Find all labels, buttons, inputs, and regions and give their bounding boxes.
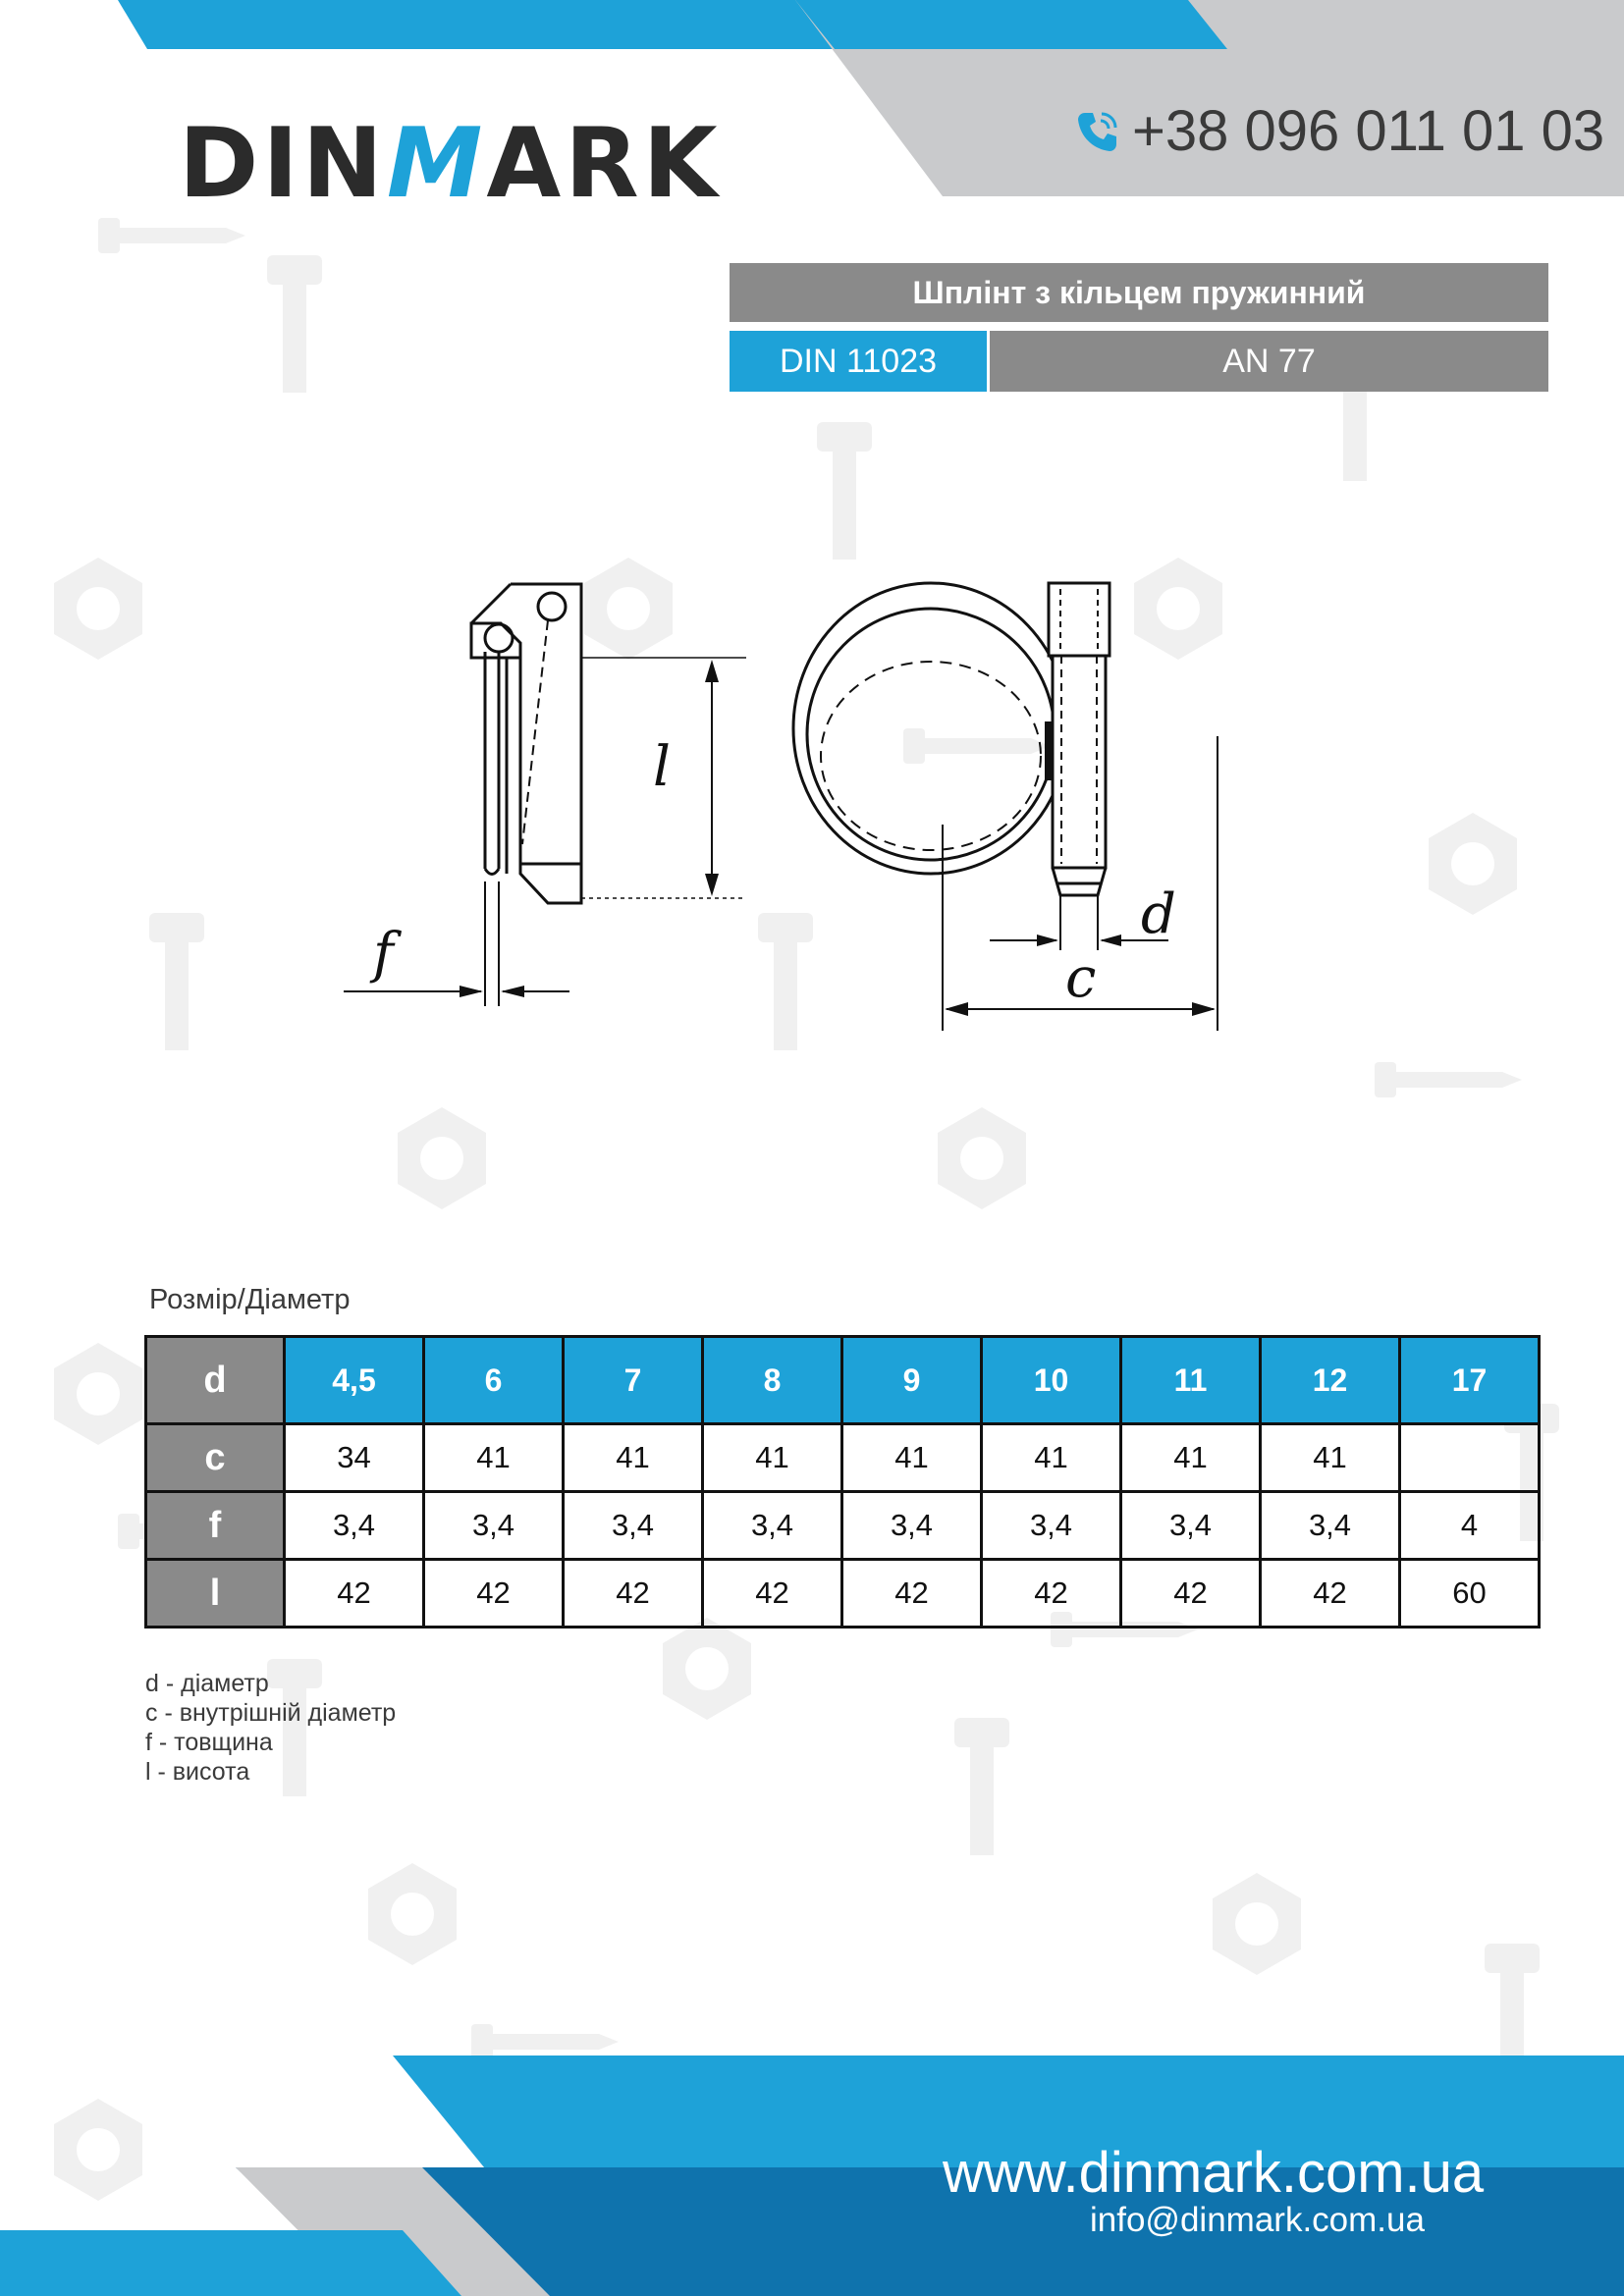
c-value: 41: [703, 1424, 842, 1492]
c-value: [1400, 1424, 1540, 1492]
c-value: 41: [1121, 1424, 1261, 1492]
legend: [145, 1669, 396, 1787]
dim-label-d: d: [1141, 882, 1176, 946]
d-value: 4,5: [285, 1337, 424, 1424]
c-value: 34: [285, 1424, 424, 1492]
d-value: 7: [564, 1337, 703, 1424]
dim-label-c: c: [1065, 946, 1097, 1010]
row-header-l: l: [146, 1560, 285, 1628]
d-value: 9: [842, 1337, 982, 1424]
row-header-c: c: [146, 1424, 285, 1492]
legend-item-l: l - висота: [145, 1758, 250, 1786]
side-view: [344, 584, 746, 1006]
phone-contact[interactable]: [1075, 98, 1604, 164]
front-view: [793, 583, 1218, 1031]
f-value: 3,4: [982, 1492, 1121, 1560]
logo-text-m: M: [386, 108, 487, 220]
dinmark-logo[interactable]: [179, 108, 722, 220]
email-link[interactable]: info@dinmark.com.ua: [1090, 2201, 1425, 2239]
row-header-f: f: [146, 1492, 285, 1560]
d-value: 17: [1400, 1337, 1540, 1424]
phone-icon: [1075, 109, 1120, 154]
c-value: 41: [424, 1424, 564, 1492]
l-value: 42: [1121, 1560, 1261, 1628]
dimensions-table: [144, 1335, 1541, 1629]
d-value: 10: [982, 1337, 1121, 1424]
l-value: 42: [982, 1560, 1121, 1628]
l-value: 42: [285, 1560, 424, 1628]
legend-item-d: d - діаметр: [145, 1670, 269, 1697]
f-value: 3,4: [564, 1492, 703, 1560]
f-value: 3,4: [424, 1492, 564, 1560]
standard-din: DIN 11023: [730, 331, 987, 392]
table-caption: Розмір/Діаметр: [149, 1284, 351, 1315]
table-row-d: [146, 1337, 1540, 1424]
f-value: 3,4: [1261, 1492, 1400, 1560]
product-title: Шплінт з кільцем пружинний: [730, 263, 1548, 322]
legend-item-c: c - внутрішній діаметр: [145, 1699, 397, 1727]
f-value: 4: [1400, 1492, 1540, 1560]
d-value: 12: [1261, 1337, 1400, 1424]
d-value: 8: [703, 1337, 842, 1424]
dim-label-f: f: [373, 922, 394, 986]
standard-an: AN 77: [990, 331, 1548, 392]
c-value: 41: [982, 1424, 1121, 1492]
table-row-f: [146, 1492, 1540, 1560]
l-value: 42: [703, 1560, 842, 1628]
c-value: 41: [564, 1424, 703, 1492]
table-row-l: [146, 1560, 1540, 1628]
l-value: 42: [424, 1560, 564, 1628]
l-value: 42: [564, 1560, 703, 1628]
legend-item-f: f - товщина: [145, 1729, 273, 1756]
row-header-d: d: [146, 1337, 285, 1424]
l-value: 42: [842, 1560, 982, 1628]
f-value: 3,4: [285, 1492, 424, 1560]
technical-drawing: [314, 550, 1276, 1060]
logo-text-din: DIN: [179, 108, 387, 220]
dim-label-l: l: [653, 735, 671, 799]
c-value: 41: [842, 1424, 982, 1492]
website-link[interactable]: www.dinmark.com.ua: [943, 2141, 1485, 2205]
l-value: 60: [1400, 1560, 1540, 1628]
c-value: 41: [1261, 1424, 1400, 1492]
l-value: 42: [1261, 1560, 1400, 1628]
d-value: 11: [1121, 1337, 1261, 1424]
f-value: 3,4: [703, 1492, 842, 1560]
phone-number: +38 096 011 01 03: [1132, 99, 1605, 163]
f-value: 3,4: [842, 1492, 982, 1560]
f-value: 3,4: [1121, 1492, 1261, 1560]
logo-text-ark: ARK: [486, 108, 722, 220]
table-row-c: [146, 1424, 1540, 1492]
d-value: 6: [424, 1337, 564, 1424]
